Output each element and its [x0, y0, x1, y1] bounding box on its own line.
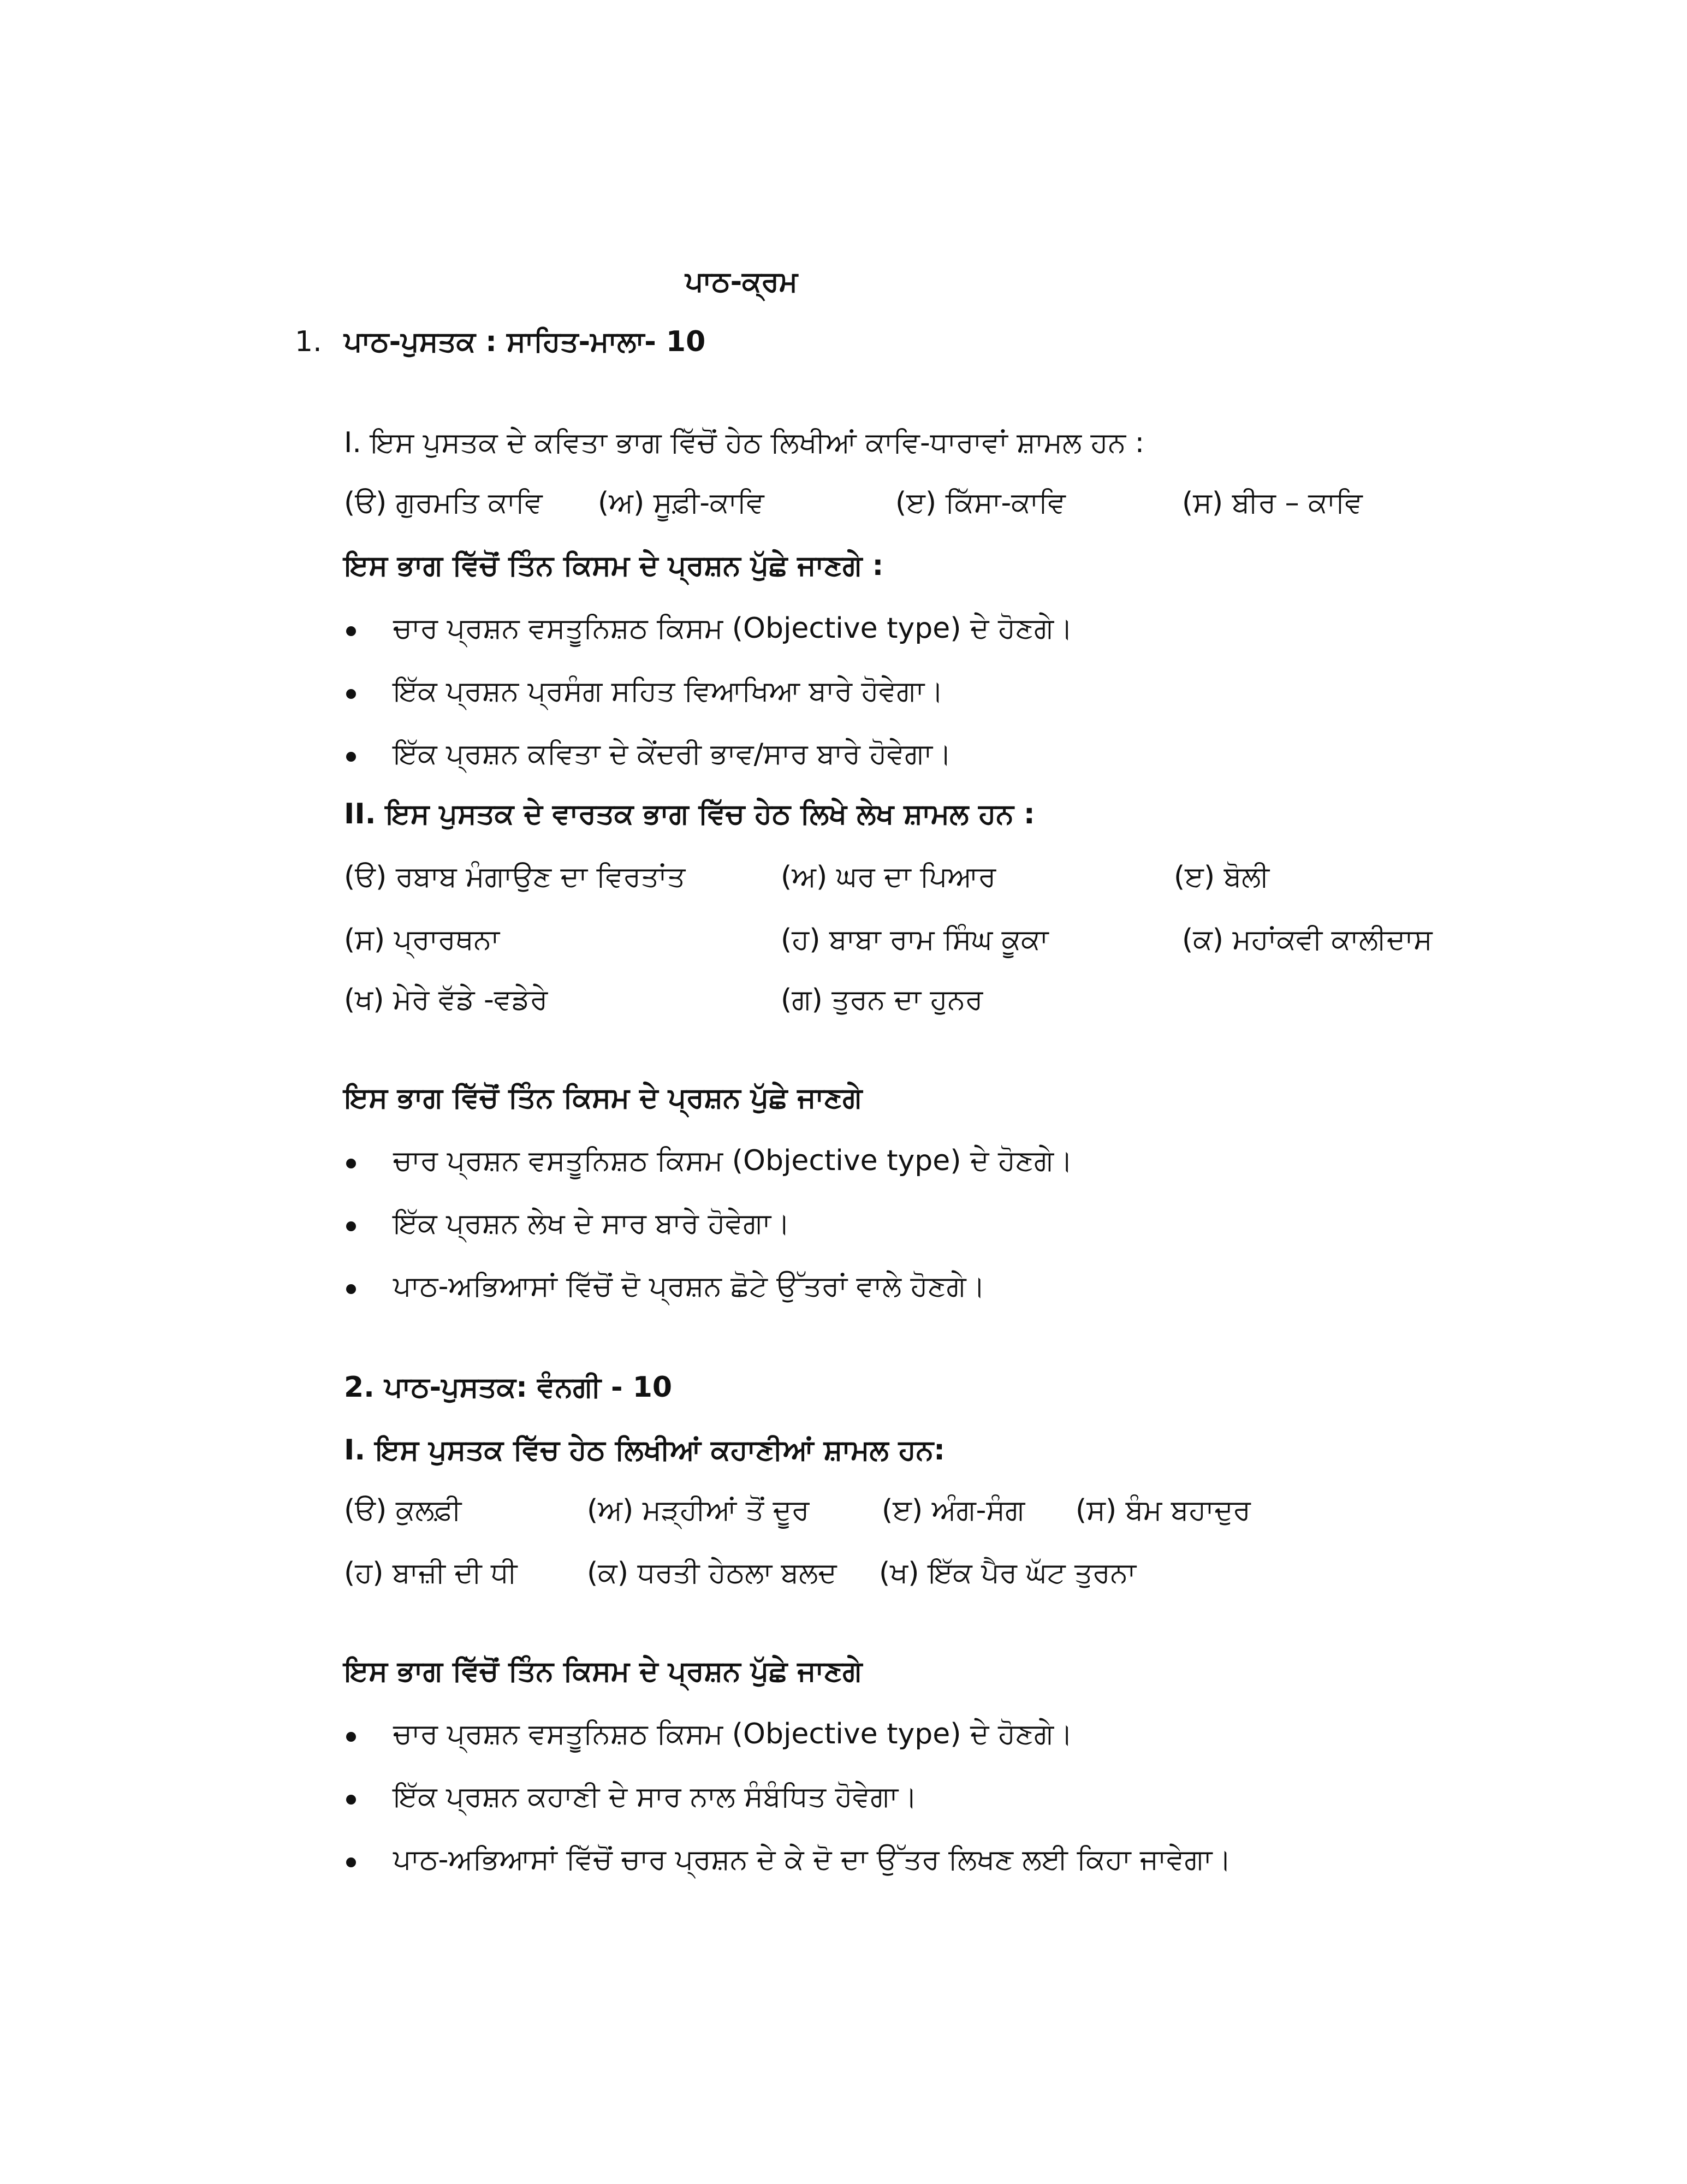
poetry-question: ਇੱਕ ਪ੍ਰਸ਼ਨ ਪ੍ਰਸੰਗ ਸਹਿਤ ਵਿਆਖਿਆ ਬਾਰੇ ਹੋਵੇਗਾ। — [393, 675, 944, 708]
poetry-intro: I. ਇਸ ਪੁਸਤਕ ਦੇ ਕਵਿਤਾ ਭਾਗ ਵਿੱਚੋਂ ਹੇਠ ਲਿਖੀਆਂ ਕਾਵਿ-ਧਾਰਾਵਾਂ ਸ਼ਾਮਲ ਹਨ : — [344, 426, 1145, 459]
section-2-heading: 2. ਪਾਠ-ਪੁਸਤਕ: ਵੰਨਗੀ - 10 — [344, 1371, 673, 1404]
poetry-question: ਚਾਰ ਪ੍ਰਸ਼ਨ ਵਸਤੂਨਿਸ਼ਠ ਕਿਸਮ (Objective type) ਦੇ ਹੋਣਗੇ। — [393, 612, 1073, 645]
prose-item: (ਕ) ਮਹਾਂਕਵੀ ਕਾਲੀਦਾਸ — [1182, 923, 1433, 956]
stories-question: ਚਾਰ ਪ੍ਰਸ਼ਨ ਵਸਤੂਨਿਸ਼ਠ ਕਿਸਮ (Objective type) ਦੇ ਹੋਣਗੇ। — [393, 1718, 1073, 1750]
stories-question: ਇੱਕ ਪ੍ਰਸ਼ਨ ਕਹਾਣੀ ਦੇ ਸਾਰ ਨਾਲ ਸੰਬੰਧਿਤ ਹੋਵੇਗਾ। — [393, 1781, 918, 1813]
poetry-item: (ੳ) ਗੁਰਮਤਿ ਕਾਵਿ — [344, 486, 543, 519]
section-1-heading: ਪਾਠ-ਪੁਸਤਕ : ਸਾਹਿਤ-ਮਾਲਾ- 10 — [344, 325, 706, 358]
stories-questions-heading: ਇਸ ਭਾਗ ਵਿੱਚੋਂ ਤਿੰਨ ਕਿਸਮ ਦੇ ਪ੍ਰਸ਼ਨ ਪੁੱਛੇ ਜਾਣਗੇ — [344, 1655, 863, 1688]
bullet-point — [346, 626, 356, 636]
poetry-question: ਇੱਕ ਪ੍ਰਸ਼ਨ ਕਵਿਤਾ ਦੇ ਕੇਂਦਰੀ ਭਾਵ/ਸਾਰ ਬਾਰੇ ਹੋਵੇਗਾ। — [393, 738, 952, 770]
story-item: (ੲ) ਅੰਗ-ਸੰਗ — [882, 1494, 1025, 1527]
section-1-number: 1. — [295, 325, 322, 358]
story-item: (ਅ) ਮੜ੍ਹੀਆਂ ਤੋਂ ਦੂਰ — [587, 1494, 810, 1527]
stories-intro: I. ਇਸ ਪੁਸਤਕ ਵਿੱਚ ਹੇਠ ਲਿਖੀਆਂ ਕਹਾਣੀਆਂ ਸ਼ਾਮਲ ਹਨ: — [344, 1434, 945, 1467]
bullet-point — [346, 1732, 356, 1742]
prose-question: ਚਾਰ ਪ੍ਰਸ਼ਨ ਵਸਤੂਨਿਸ਼ਠ ਕਿਸਮ (Objective type) ਦੇ ਹੋਣਗੇ। — [393, 1144, 1073, 1177]
story-item: (ਹ) ਬਾਜ਼ੀ ਦੀ ਧੀ — [344, 1557, 518, 1589]
prose-questions-heading: ਇਸ ਭਾਗ ਵਿੱਚੋਂ ਤਿੰਨ ਕਿਸਮ ਦੇ ਪ੍ਰਸ਼ਨ ਪੁੱਛੇ ਜਾਣਗੇ — [344, 1082, 863, 1114]
bullet-point — [346, 1795, 356, 1805]
prose-item: (ਖ) ਮੇਰੇ ਵੱਡੇ -ਵਡੇਰੇ — [344, 983, 548, 1016]
bullet-point — [346, 689, 356, 699]
bullet-point — [346, 1284, 356, 1294]
bullet-point — [346, 752, 356, 762]
prose-item: (ੲ) ਬੋਲੀ — [1174, 860, 1269, 893]
story-item: (ਖ) ਇੱਕ ਪੈਰ ਘੱਟ ਤੁਰਨਾ — [879, 1557, 1137, 1589]
poetry-item: (ਅ) ਸੂਫ਼ੀ-ਕਾਵਿ — [598, 486, 764, 519]
prose-item: (ੳ) ਰਬਾਬ ਮੰਗਾਉਣ ਦਾ ਵਿਰਤਾਂਤ — [344, 860, 686, 893]
prose-question: ਇੱਕ ਪ੍ਰਸ਼ਨ ਲੇਖ ਦੇ ਸਾਰ ਬਾਰੇ ਹੋਵੇਗਾ। — [393, 1207, 791, 1240]
prose-item: (ਸ) ਪ੍ਰਾਰਥਨਾ — [344, 923, 500, 956]
bullet-point — [346, 1857, 356, 1867]
prose-intro: II. ਇਸ ਪੁਸਤਕ ਦੇ ਵਾਰਤਕ ਭਾਗ ਵਿੱਚ ਹੇਠ ਲਿਖੇ ਲੇਖ ਸ਼ਾਮਲ ਹਨ : — [344, 798, 1035, 830]
prose-item: (ਹ) ਬਾਬਾ ਰਾਮ ਸਿੰਘ ਕੂਕਾ — [781, 923, 1049, 956]
prose-item: (ਗ) ਤੁਰਨ ਦਾ ਹੁਨਰ — [781, 983, 983, 1016]
story-item: (ੳ) ਕੁਲਫ਼ੀ — [344, 1494, 462, 1527]
prose-item: (ਅ) ਘਰ ਦਾ ਪਿਆਰ — [781, 860, 996, 893]
story-item: (ਸ) ਬੰਮ ਬਹਾਦੁਰ — [1076, 1494, 1251, 1527]
prose-question: ਪਾਠ-ਅਭਿਆਸਾਂ ਵਿੱਚੋਂ ਦੋ ਪ੍ਰਸ਼ਨ ਛੋਟੇ ਉੱਤਰਾਂ ਵਾਲੇ ਹੋਣਗੇ। — [393, 1270, 985, 1303]
poetry-questions-heading: ਇਸ ਭਾਗ ਵਿੱਚੋਂ ਤਿੰਨ ਕਿਸਮ ਦੇ ਪ੍ਰਸ਼ਨ ਪੁੱਛੇ ਜਾਣਗੇ : — [344, 549, 884, 582]
bullet-point — [346, 1221, 356, 1231]
page-title: ਪਾਠ-ਕ੍ਰਮ — [685, 265, 798, 298]
poetry-item: (ੲ) ਕਿੱਸਾ-ਕਾਵਿ — [895, 486, 1066, 519]
poetry-item: (ਸ) ਬੀਰ – ਕਾਵਿ — [1182, 486, 1363, 519]
bullet-point — [346, 1159, 356, 1168]
story-item: (ਕ) ਧਰਤੀ ਹੇਠਲਾ ਬਲਦ — [587, 1557, 837, 1589]
stories-question: ਪਾਠ-ਅਭਿਆਸਾਂ ਵਿੱਚੋਂ ਚਾਰ ਪ੍ਰਸ਼ਨ ਦੇ ਕੇ ਦੋ ਦਾ ਉੱਤਰ ਲਿਖਣ ਲਈ ਕਿਹਾ ਜਾਵੇਗਾ। — [393, 1843, 1232, 1876]
